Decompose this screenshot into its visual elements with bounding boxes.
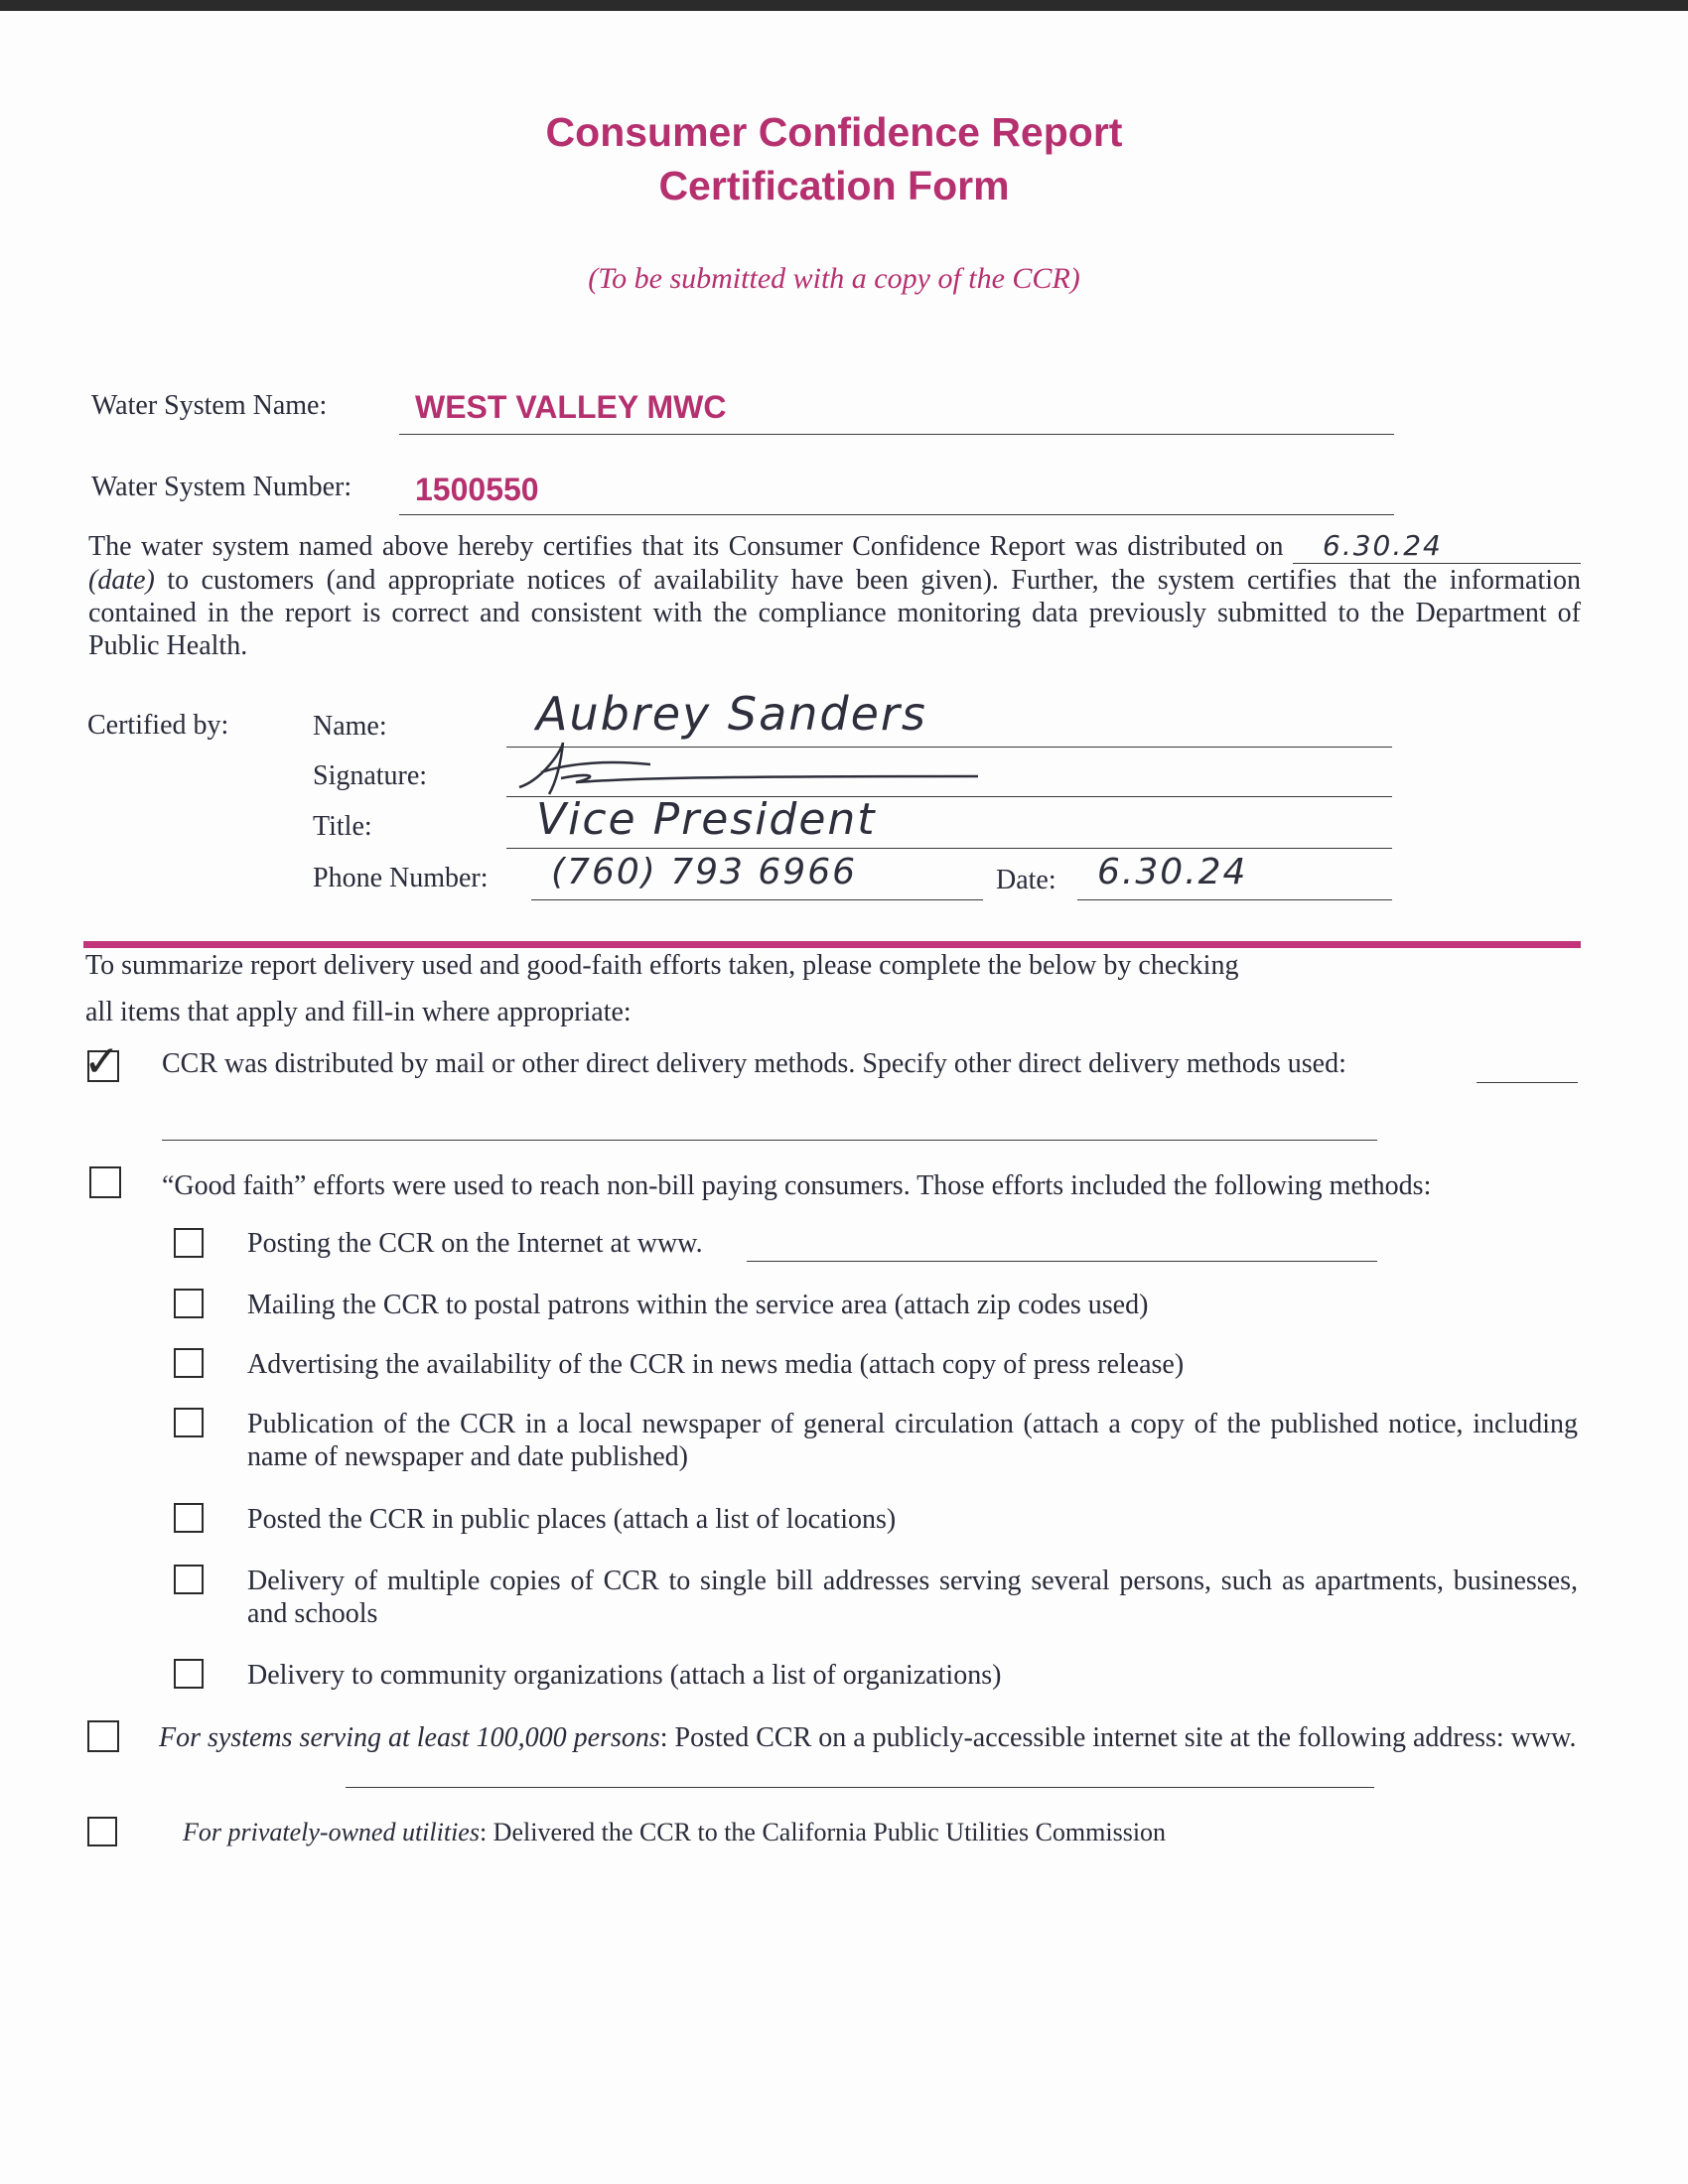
certified-by-label: Certified by: — [87, 710, 229, 741]
news-media-checkbox[interactable] — [174, 1348, 204, 1378]
multiple-copies-checkbox[interactable] — [174, 1565, 204, 1594]
private-utility-label — [183, 1816, 1166, 1848]
postal-mailing-checkbox[interactable] — [174, 1289, 204, 1318]
news-media-label: Advertising the availability of the CCR in news media (attach copy of press release) — [247, 1349, 1185, 1380]
internet-posting-checkbox[interactable] — [174, 1228, 204, 1258]
postal-mailing-label: Mailing the CCR to postal patrons within the service area (attach zip codes used) — [247, 1290, 1149, 1320]
summary-intro-line2: all items that apply and fill-in where appropriate: — [85, 997, 632, 1027]
date-signed-value[interactable]: 6.30.24 — [1097, 852, 1248, 892]
direct-delivery-checkbox[interactable] — [83, 1036, 120, 1087]
form-subtitle: (To be submitted with a copy of the CCR) — [588, 262, 1080, 295]
form-page — [0, 11, 1688, 2184]
private-utility-checkbox[interactable] — [87, 1817, 117, 1846]
good-faith-checkbox[interactable] — [89, 1166, 121, 1198]
large-systems-checkbox[interactable] — [87, 1720, 119, 1752]
distribution-date-value: 6.30.24 — [1323, 529, 1443, 562]
good-faith-label: “Good faith” efforts were used to reach non-bill paying consumers. Those efforts included the following methods: — [162, 1170, 1432, 1201]
certifier-title-value[interactable]: Vice President — [536, 794, 877, 845]
public-places-checkbox[interactable] — [174, 1503, 204, 1533]
newspaper-publication-checkbox[interactable] — [174, 1408, 204, 1437]
date-signed-label: Date: — [996, 865, 1056, 895]
water-system-name-line — [399, 434, 1394, 435]
internet-posting-url-field[interactable] — [747, 1261, 1377, 1262]
direct-delivery-label: CCR was distributed by mail or other direct delivery methods. Specify other direct delivery methods used: — [162, 1048, 1346, 1079]
water-system-number-value[interactable]: 1500550 — [415, 472, 539, 507]
title-label: Title: — [313, 811, 372, 842]
water-system-name-label: Water System Name: — [91, 390, 328, 421]
name-label: Name: — [313, 711, 387, 742]
phone-label: Phone Number: — [313, 863, 489, 893]
section-divider — [83, 941, 1581, 948]
certification-text-part2: to customers (and appropriate notices of availability have been given). Further, the system certifies that the information contained in the report is correct and consistent with the compliance monitoring data previously submitted to the Department of Public Health. — [88, 565, 1582, 661]
public-places-label: Posted the CCR in public places (attach a list of locations) — [247, 1504, 897, 1535]
date-label: (date) — [88, 565, 155, 596]
title-line — [506, 848, 1392, 849]
water-system-number-line — [399, 514, 1394, 515]
signature-scribble[interactable] — [501, 733, 998, 802]
direct-delivery-methods-field[interactable] — [1477, 1082, 1578, 1083]
water-system-number-label: Water System Number: — [91, 472, 352, 502]
private-utility-text: : Delivered the CCR to the California Public Utilities Commission — [479, 1818, 1167, 1846]
scan-top-edge — [0, 0, 1688, 11]
phone-value[interactable]: (760) 793 6966 — [551, 852, 858, 892]
community-organizations-checkbox[interactable] — [174, 1659, 204, 1689]
certifier-name-value[interactable]: Aubrey Sanders — [536, 687, 927, 741]
water-system-name-value[interactable]: WEST VALLEY MWC — [415, 389, 727, 425]
form-title-line2: Certification Form — [658, 163, 1010, 208]
distribution-date-field[interactable] — [1293, 529, 1581, 564]
certification-text-part1: The water system named above hereby certifies that its Consumer Confidence Report was distributed on — [88, 531, 1284, 562]
large-systems-text: : Posted CCR on a publicly-accessible internet site at the following address: www. — [659, 1722, 1577, 1753]
summary-intro-line1: To summarize report delivery used and good-faith efforts taken, please complete the below by checking — [85, 950, 1239, 981]
internet-posting-label: Posting the CCR on the Internet at www. — [247, 1228, 703, 1259]
certification-paragraph — [88, 529, 1581, 662]
newspaper-publication-label: Publication of the CCR in a local newspaper of general circulation (attach a copy of the published notice, including name of newspaper and date published) — [247, 1409, 1578, 1472]
large-systems-label — [159, 1721, 1578, 1754]
direct-delivery-methods-line2[interactable] — [162, 1140, 1377, 1141]
community-organizations-label: Delivery to community organizations (attach a list of organizations) — [247, 1660, 1002, 1691]
date-signed-line — [1077, 899, 1392, 900]
phone-line — [531, 899, 983, 900]
signature-label: Signature: — [313, 760, 428, 791]
large-systems-italic: For systems serving at least 100,000 persons — [159, 1722, 660, 1753]
private-utility-italic: For privately-owned utilities — [183, 1818, 480, 1846]
form-title-line1: Consumer Confidence Report — [545, 109, 1123, 155]
check-mark-icon: ✓ — [83, 1036, 120, 1087]
large-systems-url-field[interactable] — [346, 1787, 1374, 1788]
multiple-copies-label: Delivery of multiple copies of CCR to single bill addresses serving several persons, such as apartments, businesses, and schools — [247, 1566, 1578, 1629]
